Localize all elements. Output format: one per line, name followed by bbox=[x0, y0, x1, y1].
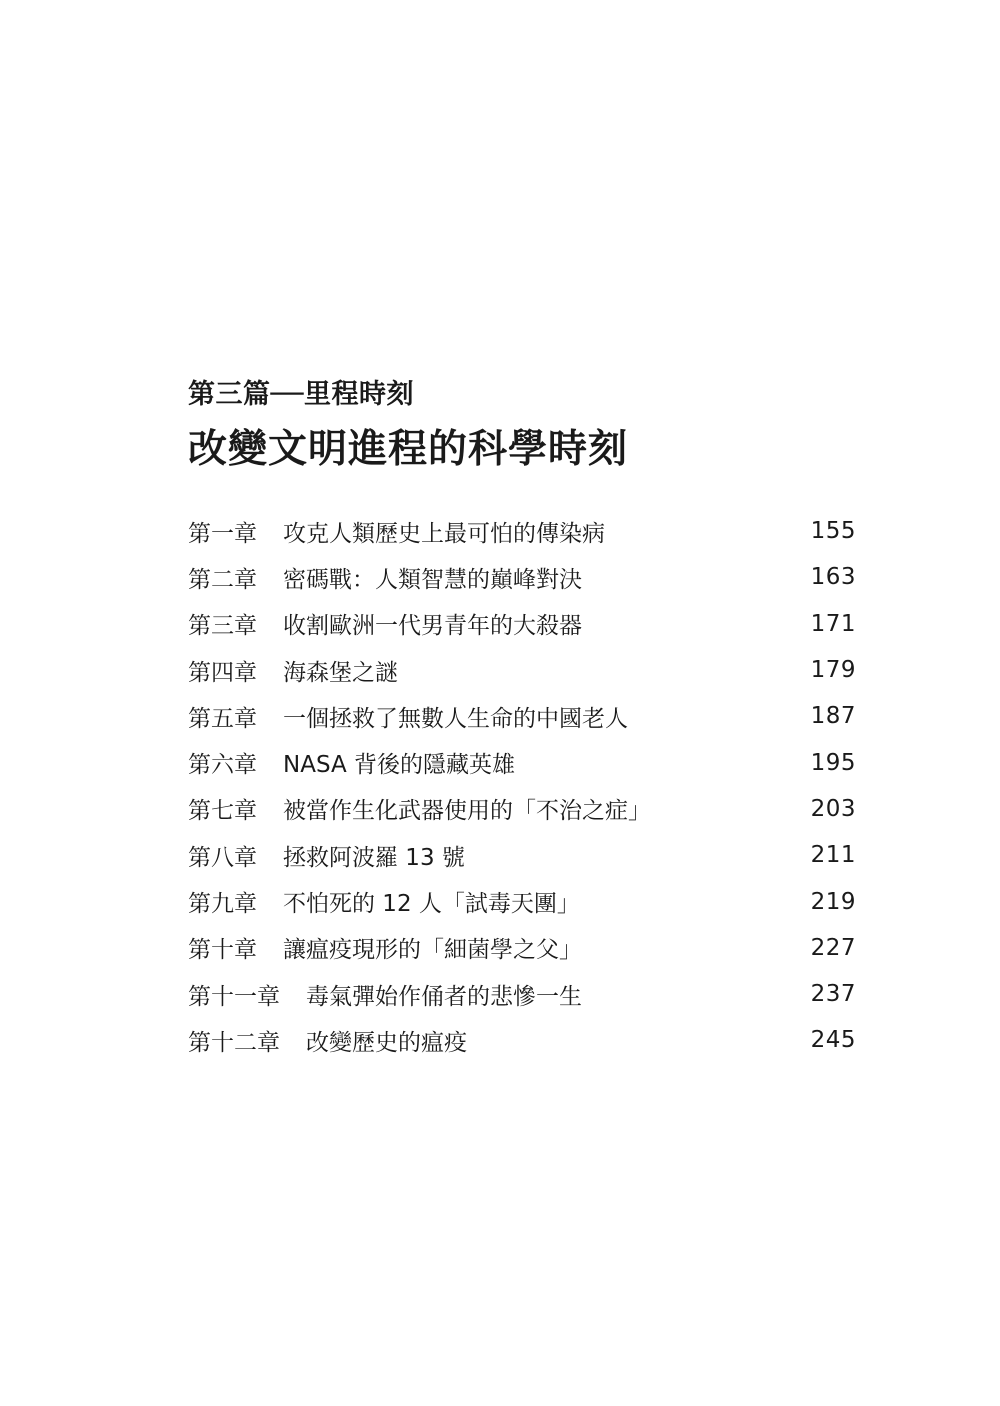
toc-page-number: 179 bbox=[810, 657, 856, 684]
toc-chapter-title: 海森堡之謎 bbox=[283, 659, 398, 686]
part-title: 改變文明進程的科學時刻 bbox=[188, 426, 629, 472]
toc-chapter-title: NASA 背後的隱藏英雄 bbox=[283, 752, 516, 779]
toc-page-number: 195 bbox=[810, 749, 856, 776]
toc-page-number: 211 bbox=[810, 842, 856, 869]
toc-entry-2[interactable] bbox=[188, 554, 856, 600]
toc-page-number: 171 bbox=[810, 610, 856, 637]
toc-page-number: 187 bbox=[810, 703, 856, 730]
toc-chapter-number: 第七章 bbox=[188, 798, 257, 825]
toc-entry-6[interactable] bbox=[188, 739, 856, 785]
toc-chapter-number: 第十一章 bbox=[188, 983, 280, 1010]
toc-chapter-title: 讓瘟疫現形的「細菌學之父」 bbox=[283, 937, 582, 964]
toc-chapter-title: 被當作生化武器使用的「不治之症」 bbox=[283, 798, 651, 825]
toc-chapter-title: 拯救阿波羅 13 號 bbox=[283, 844, 465, 871]
toc-entry-1[interactable] bbox=[188, 508, 856, 554]
toc-entry-8[interactable] bbox=[188, 832, 856, 878]
toc-chapter-number: 第九章 bbox=[188, 891, 257, 918]
toc-chapter-number: 第十二章 bbox=[188, 1029, 280, 1056]
toc-page-number: 245 bbox=[810, 1027, 856, 1054]
toc-page-number: 155 bbox=[810, 518, 856, 545]
toc-chapter-number: 第一章 bbox=[188, 520, 257, 547]
toc-chapter-number: 第十章 bbox=[188, 937, 257, 964]
toc-chapter-number: 第八章 bbox=[188, 844, 257, 871]
part-heading bbox=[188, 375, 888, 477]
toc-chapter-title: 毒氣彈始作俑者的悲慘一生 bbox=[306, 983, 582, 1010]
toc-entry-11[interactable] bbox=[188, 971, 856, 1017]
toc-chapter-number: 第三章 bbox=[188, 613, 257, 640]
toc-entry-7[interactable] bbox=[188, 786, 856, 832]
toc-entry-12[interactable] bbox=[188, 1017, 856, 1063]
toc-chapter-number: 第六章 bbox=[188, 752, 257, 779]
toc-page-number: 219 bbox=[810, 888, 856, 915]
toc-page-number: 227 bbox=[810, 934, 856, 961]
toc-chapter-title: 收割歐洲一代男青年的大殺器 bbox=[283, 613, 582, 640]
toc-page-number: 163 bbox=[810, 564, 856, 591]
toc-entry-4[interactable] bbox=[188, 647, 856, 693]
toc-chapter-number: 第四章 bbox=[188, 659, 257, 686]
toc-chapter-title: 改變歷史的瘟疫 bbox=[306, 1029, 467, 1056]
table-of-contents bbox=[188, 508, 856, 1064]
toc-entry-5[interactable] bbox=[188, 693, 856, 739]
part-label: 第三篇──里程時刻 bbox=[188, 379, 415, 410]
toc-chapter-title: 密碼戰：人類智慧的巔峰對決 bbox=[283, 566, 582, 593]
toc-chapter-number: 第二章 bbox=[188, 566, 257, 593]
toc-chapter-title: 攻克人類歷史上最可怕的傳染病 bbox=[283, 520, 605, 547]
toc-page-number: 237 bbox=[810, 981, 856, 1008]
toc-entry-3[interactable] bbox=[188, 601, 856, 647]
toc-chapter-title: 一個拯救了無數人生命的中國老人 bbox=[283, 705, 628, 732]
toc-entry-9[interactable] bbox=[188, 878, 856, 924]
toc-entry-10[interactable] bbox=[188, 925, 856, 971]
toc-page-number: 203 bbox=[810, 795, 856, 822]
toc-chapter-title: 不怕死的 12 人「試毒天團」 bbox=[283, 891, 580, 918]
toc-chapter-number: 第五章 bbox=[188, 705, 257, 732]
